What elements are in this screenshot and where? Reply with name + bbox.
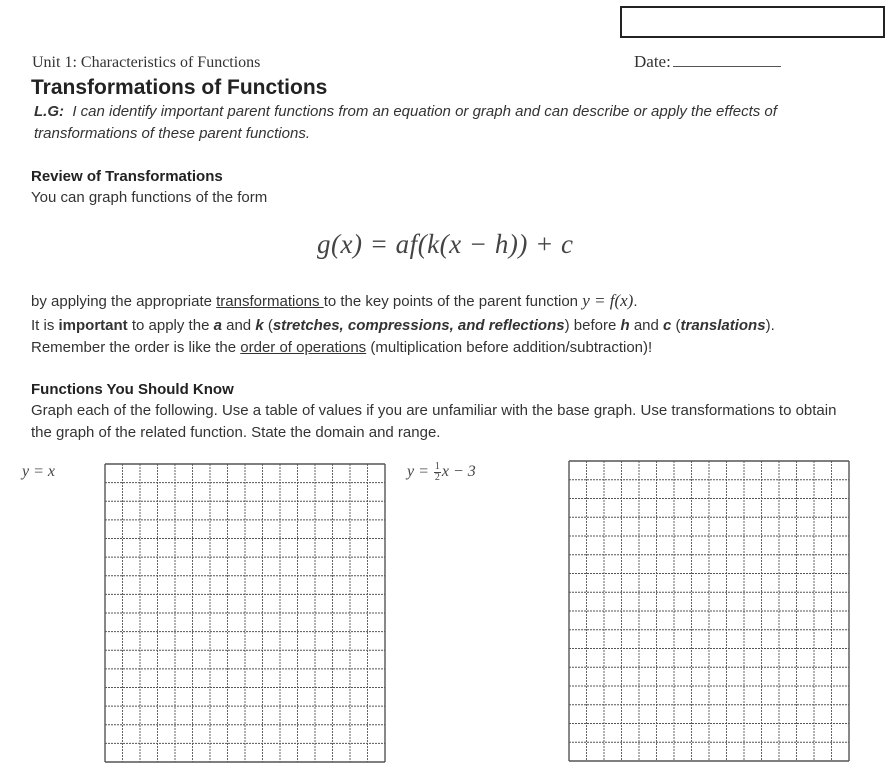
translations-word: translations bbox=[680, 317, 766, 334]
line1-pre: by applying the appropriate bbox=[31, 293, 217, 310]
date-field bbox=[634, 52, 781, 72]
graph-2-label bbox=[407, 462, 476, 483]
functions-instructions-2: the graph of the related function. State the domain and range. bbox=[31, 424, 441, 441]
line2-a: It is bbox=[31, 317, 59, 334]
important-word: important bbox=[58, 317, 128, 334]
transformations-term: transformations bbox=[216, 293, 324, 310]
review-intro: You can graph functions of the form bbox=[31, 189, 268, 206]
graph-1-label: y = x bbox=[22, 463, 55, 480]
fraction-numerator: 1 bbox=[434, 461, 440, 472]
fraction-denominator: 2 bbox=[434, 472, 440, 483]
var-h: h bbox=[620, 317, 630, 334]
order-of-operations-term: order of operations bbox=[240, 339, 367, 356]
var-a: a bbox=[213, 317, 222, 334]
graph-2-label-pre: y = bbox=[407, 463, 433, 481]
review-heading: Review of Transformations bbox=[31, 168, 223, 185]
graph-2-label-post: x − 3 bbox=[441, 463, 476, 481]
line2-c: ( bbox=[263, 317, 273, 334]
graph-2-grid[interactable] bbox=[568, 460, 850, 762]
line2-d: ) before bbox=[564, 317, 621, 334]
line1-post: to the key points of the parent function bbox=[323, 293, 583, 310]
unit-title: Unit 1: Characteristics of Functions bbox=[32, 54, 261, 71]
line2-b: to apply the bbox=[127, 317, 214, 334]
line2-and1: and bbox=[221, 317, 256, 334]
date-blank[interactable] bbox=[673, 52, 781, 67]
line2-e: ( bbox=[671, 317, 681, 334]
var-k: k bbox=[255, 317, 264, 334]
functions-heading: Functions You Should Know bbox=[31, 381, 234, 398]
line3-post: (multiplication before addition/subtraction)! bbox=[366, 339, 653, 356]
line3-pre: Remember the order is like the bbox=[31, 339, 241, 356]
line2-f: ). bbox=[765, 317, 775, 334]
learning-goal bbox=[34, 101, 824, 145]
review-line-3 bbox=[31, 339, 652, 356]
parent-function-math: y = f(x) bbox=[582, 291, 634, 310]
learning-goal-label: L.G: bbox=[34, 103, 64, 120]
learning-goal-text: I can identify important parent functions from an equation or graph and can describe or apply the effects of transformations of these parent functions. bbox=[34, 103, 777, 142]
line2-and2: and bbox=[629, 317, 664, 334]
var-c: c bbox=[663, 317, 672, 334]
functions-instructions-1: Graph each of the following. Use a table of values if you are unfamiliar with the base graph. Use transformations to obtain bbox=[31, 402, 837, 419]
line1-end: . bbox=[633, 293, 638, 310]
date-label: Date: bbox=[634, 52, 671, 71]
name-box[interactable] bbox=[620, 6, 885, 38]
stretch-phrase: stretches, compressions, and reflections bbox=[272, 317, 565, 334]
review-line-2 bbox=[31, 317, 775, 334]
graph-1-grid[interactable] bbox=[104, 463, 386, 763]
one-half-fraction bbox=[434, 462, 441, 483]
review-line-1 bbox=[31, 291, 637, 311]
general-formula: g(x) = af(k(x − h)) + c bbox=[317, 229, 574, 259]
page-title: Transformations of Functions bbox=[31, 76, 328, 99]
